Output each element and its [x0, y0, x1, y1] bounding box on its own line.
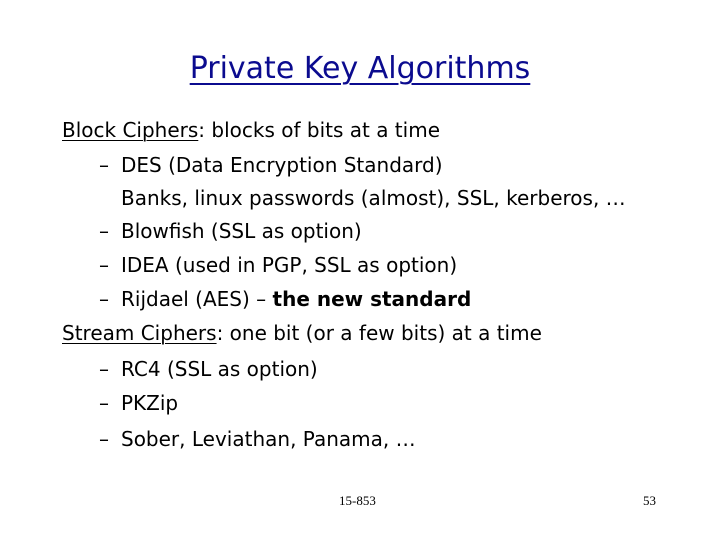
- rc4-text: RC4 (SSL as option): [121, 357, 318, 381]
- rijdael-bullet: [99, 287, 471, 311]
- block-ciphers-heading: [62, 118, 440, 142]
- idea-text: IDEA (used in PGP, SSL as option): [121, 253, 458, 277]
- pkzip-text: PKZip: [121, 391, 179, 415]
- pkzip-dash: –: [99, 391, 109, 415]
- rijdael-text: Rijdael (AES) –: [121, 287, 273, 311]
- des-text: DES (Data Encryption Standard): [121, 153, 443, 177]
- rijdael-dash: –: [99, 287, 109, 311]
- footer-course-number: 15-853: [339, 493, 376, 508]
- block-ciphers-term: Block Ciphers: [62, 118, 199, 142]
- des-bullet: [99, 153, 443, 177]
- des-dash: –: [99, 153, 109, 177]
- slide-title: Private Key Algorithms: [189, 51, 531, 86]
- sober-dash: –: [99, 427, 109, 451]
- sober-text: Sober, Leviathan, Panama, …: [121, 427, 416, 451]
- rijdael-emphasis: the new standard: [272, 287, 472, 311]
- blowfish-bullet: [99, 219, 362, 243]
- rc4-bullet: [99, 357, 318, 381]
- des-usage-line: Banks, linux passwords (almost), SSL, kerberos, …: [121, 186, 626, 210]
- stream-ciphers-heading: [62, 321, 542, 345]
- idea-dash: –: [99, 253, 109, 277]
- sober-bullet: [99, 427, 416, 451]
- footer-page-number: 53: [643, 493, 656, 508]
- blowfish-dash: –: [99, 219, 109, 243]
- block-ciphers-description: : blocks of bits at a time: [198, 118, 440, 142]
- stream-ciphers-term: Stream Ciphers: [62, 321, 217, 345]
- pkzip-bullet: [99, 391, 178, 415]
- stream-ciphers-description: : one bit (or a few bits) at a time: [216, 321, 542, 345]
- idea-bullet: [99, 253, 457, 277]
- rc4-dash: –: [99, 357, 109, 381]
- blowfish-text: Blowfish (SSL as option): [121, 219, 362, 243]
